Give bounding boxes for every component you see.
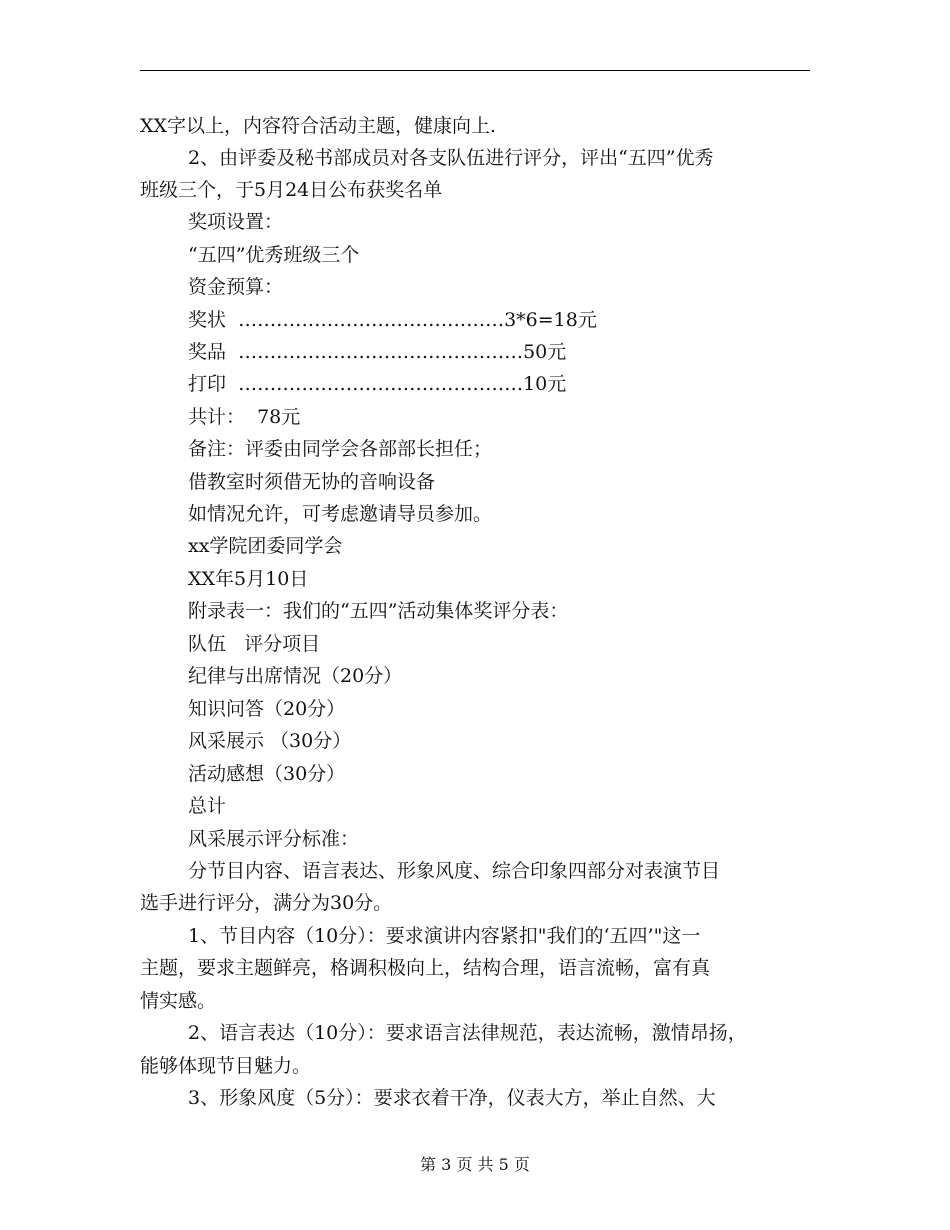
document-date: XX年5月10日 <box>188 568 309 590</box>
budget-line: 奖品 ………………………………………50元 <box>188 341 567 363</box>
text-line: XX字以上，内容符合活动主题，健康向上. <box>140 115 497 137</box>
text-line: 能够体现节目魅力。 <box>140 1055 312 1077</box>
score-item: 知识问答（20分） <box>188 698 346 720</box>
text-line: 班级三个，于5月24日公布获奖名单 <box>140 179 443 201</box>
text-line: 奖项设置： <box>188 211 284 233</box>
score-item: 纪律与出席情况（20分） <box>188 665 403 687</box>
text-line: “五四”优秀班级三个 <box>188 244 360 266</box>
page-number: 第 3 页 共 5 页 <box>420 1155 530 1174</box>
text-line: 备注：评委由同学会各部部长担任； <box>188 438 493 460</box>
text-line: 如情况允许，可考虑邀请导员参加。 <box>188 503 493 525</box>
text-line: 资金预算： <box>188 276 284 298</box>
appendix-title: 附录表一：我们的“五四”活动集体奖评分表： <box>188 600 569 622</box>
score-total: 总计 <box>188 795 227 817</box>
criteria-title: 风采展示评分标准： <box>188 828 360 850</box>
text-line: 借教室时须借无协的音响设备 <box>188 471 436 493</box>
budget-line: 打印 ………………………………………10元 <box>188 373 567 395</box>
budget-total: 共计： 78元 <box>188 406 301 428</box>
text-line: 选手进行评分，满分为30分。 <box>140 892 393 914</box>
text-line: 2、语言表达（10分）：要求语言法律规范，表达流畅，激情昂扬， <box>188 1022 747 1044</box>
organization-name: xx学院团委同学会 <box>188 535 343 557</box>
table-header: 队伍 评分项目 <box>188 633 321 655</box>
score-item: 风采展示 （30分） <box>188 730 352 752</box>
score-item: 活动感想（30分） <box>188 763 346 785</box>
text-line: 主题，要求主题鲜亮，格调积极向上，结构合理，语言流畅，富有真 <box>140 957 711 979</box>
text-line: 3、形象风度（5分）：要求衣着干净，仪表大方，举止自然、大 <box>188 1087 716 1109</box>
budget-line: 奖状 ……………………………………3*6=18元 <box>188 309 597 331</box>
text-line: 情实感。 <box>140 990 217 1012</box>
header-rule <box>140 70 810 71</box>
text-line: 1、节目内容（10分）：要求演讲内容紧扣"我们的‘五四’"这一 <box>188 925 701 947</box>
text-line: 2、由评委及秘书部成员对各支队伍进行评分，评出“五四”优秀 <box>188 147 714 169</box>
text-line: 分节目内容、语言表达、形象风度、综合印象四部分对表演节目 <box>188 860 721 882</box>
